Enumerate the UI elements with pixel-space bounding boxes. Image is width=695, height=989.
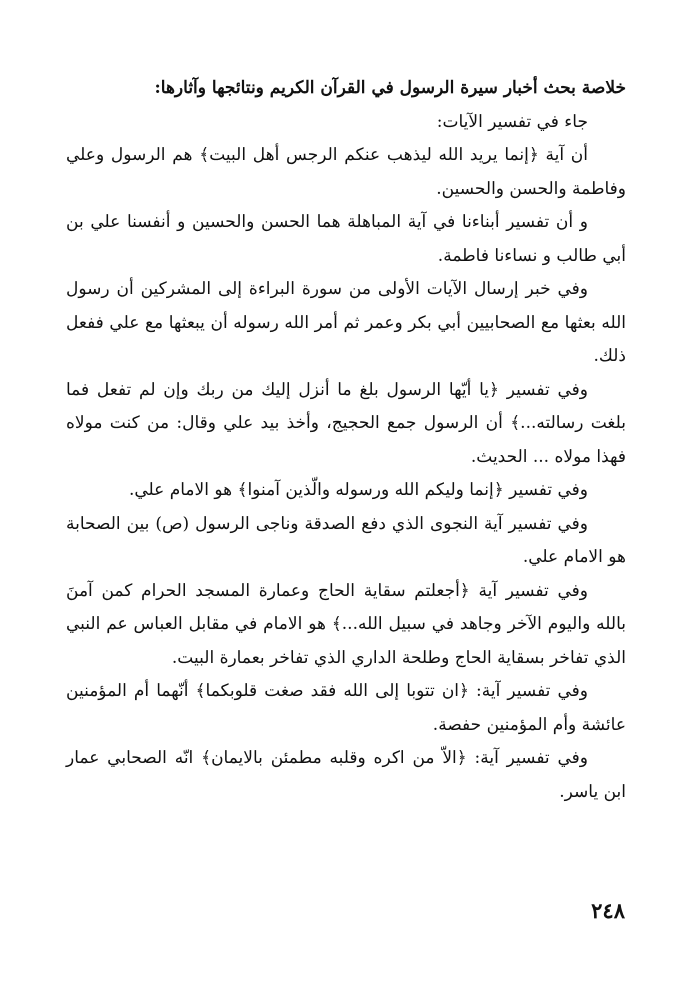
paragraph: وفي تفسير آية: ﴿ان تتوبا إلى الله فقد صغت قلوبكما﴾ أنّهما أم المؤمنين عائشة وأم المؤمنين حفصة. — [66, 681, 626, 735]
page-body — [66, 72, 626, 809]
section-heading: خلاصة بحث أخبار سيرة الرسول في القرآن الكريم ونتائجها وآثارها: — [154, 78, 626, 98]
paragraph: وفي تفسير آية النجوى الذي دفع الصدقة وناجى الرسول (ص) بين الصحابة هو الامام علي. — [66, 513, 626, 567]
paragraph: وفي تفسير آية: ﴿الاّ من اكره وقلبه مطمئن بالايمان﴾ انّه الصحابي عمار ابن ياسر. — [66, 748, 626, 802]
paragraph: وفي خبر إرسال الآيات الأولى من سورة البراءة إلى المشركين أن رسول الله بعثها مع الصحابيين أبي بكر وعمر ثم أمر الله رسوله أن يبعثها مع علي ففعل ذلك. — [66, 279, 626, 366]
paragraph: و أن تفسير أبناءنا في آية المباهلة هما الحسن والحسين و أنفسنا علي بن أبي طالب و نساءنا فاطمة. — [66, 212, 626, 266]
paragraph: أن آية ﴿إنما يريد الله ليذهب عنكم الرجس أهل البيت﴾ هم الرسول وعلي وفاطمة والحسن والحسين. — [66, 145, 626, 199]
paragraph: وفي تفسير آية ﴿أجعلتم سقاية الحاج وعمارة المسجد الحرام كمن آمنَ بالله واليوم الآخر وجاهد في سبيل الله...﴾ هو الامام في مقابل العباس عم النبي الذي تفاخر بسقاية الحاج وطلحة الداري الذي تفاخر بعمارة البيت. — [66, 580, 626, 668]
paragraph: جاء في تفسير الآيات: — [436, 111, 588, 132]
page-number: ٢٤٨ — [591, 898, 625, 923]
paragraph: وفي تفسير ﴿إنما وليكم الله ورسوله والّذين آمنوا﴾ هو الامام علي. — [128, 480, 588, 500]
paragraph: وفي تفسير ﴿يا أيّها الرسول بلغ ما أنزل إليك من ربك وإن لم تفعل فما بلغت رسالته...﴾ أن الرسول جمع الحجيج، وأخذ بيد علي وقال: من كنت مولاه فهذا مولاه ... الحديث. — [66, 379, 626, 467]
